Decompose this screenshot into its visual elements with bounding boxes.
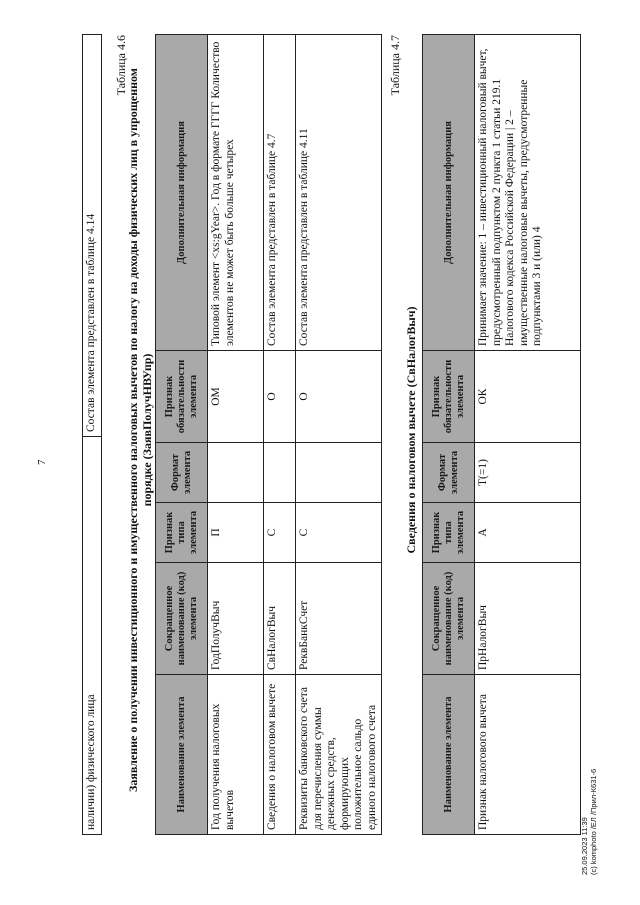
cell-required: О bbox=[296, 351, 382, 443]
table-row bbox=[208, 35, 264, 835]
header-cell: Сокращенное наименование (код) элемента bbox=[423, 563, 475, 675]
cell-info: Типовой элемент <xs:gYear>. Год в формате ГГГГ Количество элементов не может быть больше четырех bbox=[208, 35, 264, 351]
table-4-6-label: Таблица 4.6 bbox=[114, 35, 128, 96]
cell-format bbox=[208, 443, 264, 503]
top-left-cell: наличии) физического лица bbox=[83, 437, 102, 835]
table-4-7-label: Таблица 4.7 bbox=[388, 35, 402, 96]
table-4-7-header-row bbox=[423, 35, 475, 835]
header-cell: Дополнительная информация bbox=[156, 35, 208, 351]
cell-code: ГодПолучВыч bbox=[208, 563, 264, 675]
top-right-cell: Состав элемента представлен в таблице 4.14 bbox=[83, 35, 102, 437]
cell-type: А bbox=[475, 503, 581, 563]
table-4-6-title: Заявление о получении инвестиционного и имущественного налоговых вычетов по налогу на доходы физических лиц в упрощенном порядке (ЗаявПолучНВУпр) bbox=[126, 68, 154, 792]
cell-code: ПрНалогВыч bbox=[475, 563, 581, 675]
cell-code: РеквБанкСчет bbox=[296, 563, 382, 675]
header-cell: Признак обязательности элемента bbox=[156, 351, 208, 443]
cell-required: ОМ bbox=[208, 351, 264, 443]
cell-code: СвНалогВыч bbox=[264, 563, 296, 675]
cell-name: Год получения налоговых вычетов bbox=[208, 675, 264, 835]
cell-type: С bbox=[296, 503, 382, 563]
cell-format: T(=1) bbox=[475, 443, 581, 503]
table-4-7 bbox=[422, 34, 581, 835]
header-cell: Формат элемента bbox=[156, 443, 208, 503]
footer-line-2: (c) komphoto /ЕЛ /Прил-К631-6 bbox=[589, 768, 598, 875]
cell-format bbox=[296, 443, 382, 503]
table-4-6-header-row bbox=[156, 35, 208, 835]
header-cell: Формат элемента bbox=[423, 443, 475, 503]
table-row bbox=[475, 35, 581, 835]
cell-required: О bbox=[264, 351, 296, 443]
top-partial-table bbox=[82, 34, 102, 835]
cell-info: Состав элемента представлен в таблице 4.11 bbox=[296, 35, 382, 351]
table-4-7-title: Сведения о налоговом вычете (СвНалогВыч) bbox=[404, 306, 418, 554]
table-4-6 bbox=[155, 34, 382, 835]
cell-type: С bbox=[264, 503, 296, 563]
cell-info: Состав элемента представлен в таблице 4.7 bbox=[264, 35, 296, 351]
header-cell: Сокращенное наименование (код) элемента bbox=[156, 563, 208, 675]
table-row bbox=[264, 35, 296, 835]
header-cell: Признак типа элемента bbox=[423, 503, 475, 563]
footer-line-1: 25.09.2023 11:39 bbox=[580, 817, 589, 875]
table-row bbox=[296, 35, 382, 835]
header-cell: Наименование элемента bbox=[423, 675, 475, 835]
cell-name: Признак налогового вычета bbox=[475, 675, 581, 835]
header-cell: Признак обязательности элемента bbox=[423, 351, 475, 443]
cell-type: П bbox=[208, 503, 264, 563]
cell-required: ОК bbox=[475, 351, 581, 443]
header-cell: Признак типа элемента bbox=[156, 503, 208, 563]
cell-name: Реквизиты банковского счета для перечисления суммы денежных средств, формирующих положительное сальдо единого налогового счета bbox=[296, 675, 382, 835]
footer-stamp bbox=[580, 769, 598, 875]
cell-format bbox=[264, 443, 296, 503]
header-cell: Наименование элемента bbox=[156, 675, 208, 835]
cell-info: Принимает значение: 1 – инвестиционный налоговый вычет, предусмотренный подпунктом 2 пункта 1 статьи 219.1 Налогового кодекса Российской Федерации | 2 – имущественные налоговые вычеты, предусмотренные подпунктами 3 и (или) 4 bbox=[475, 35, 581, 351]
page-number: 7 bbox=[36, 459, 48, 465]
cell-name: Сведения о налоговом вычете bbox=[264, 675, 296, 835]
header-cell: Дополнительная информация bbox=[423, 35, 475, 351]
